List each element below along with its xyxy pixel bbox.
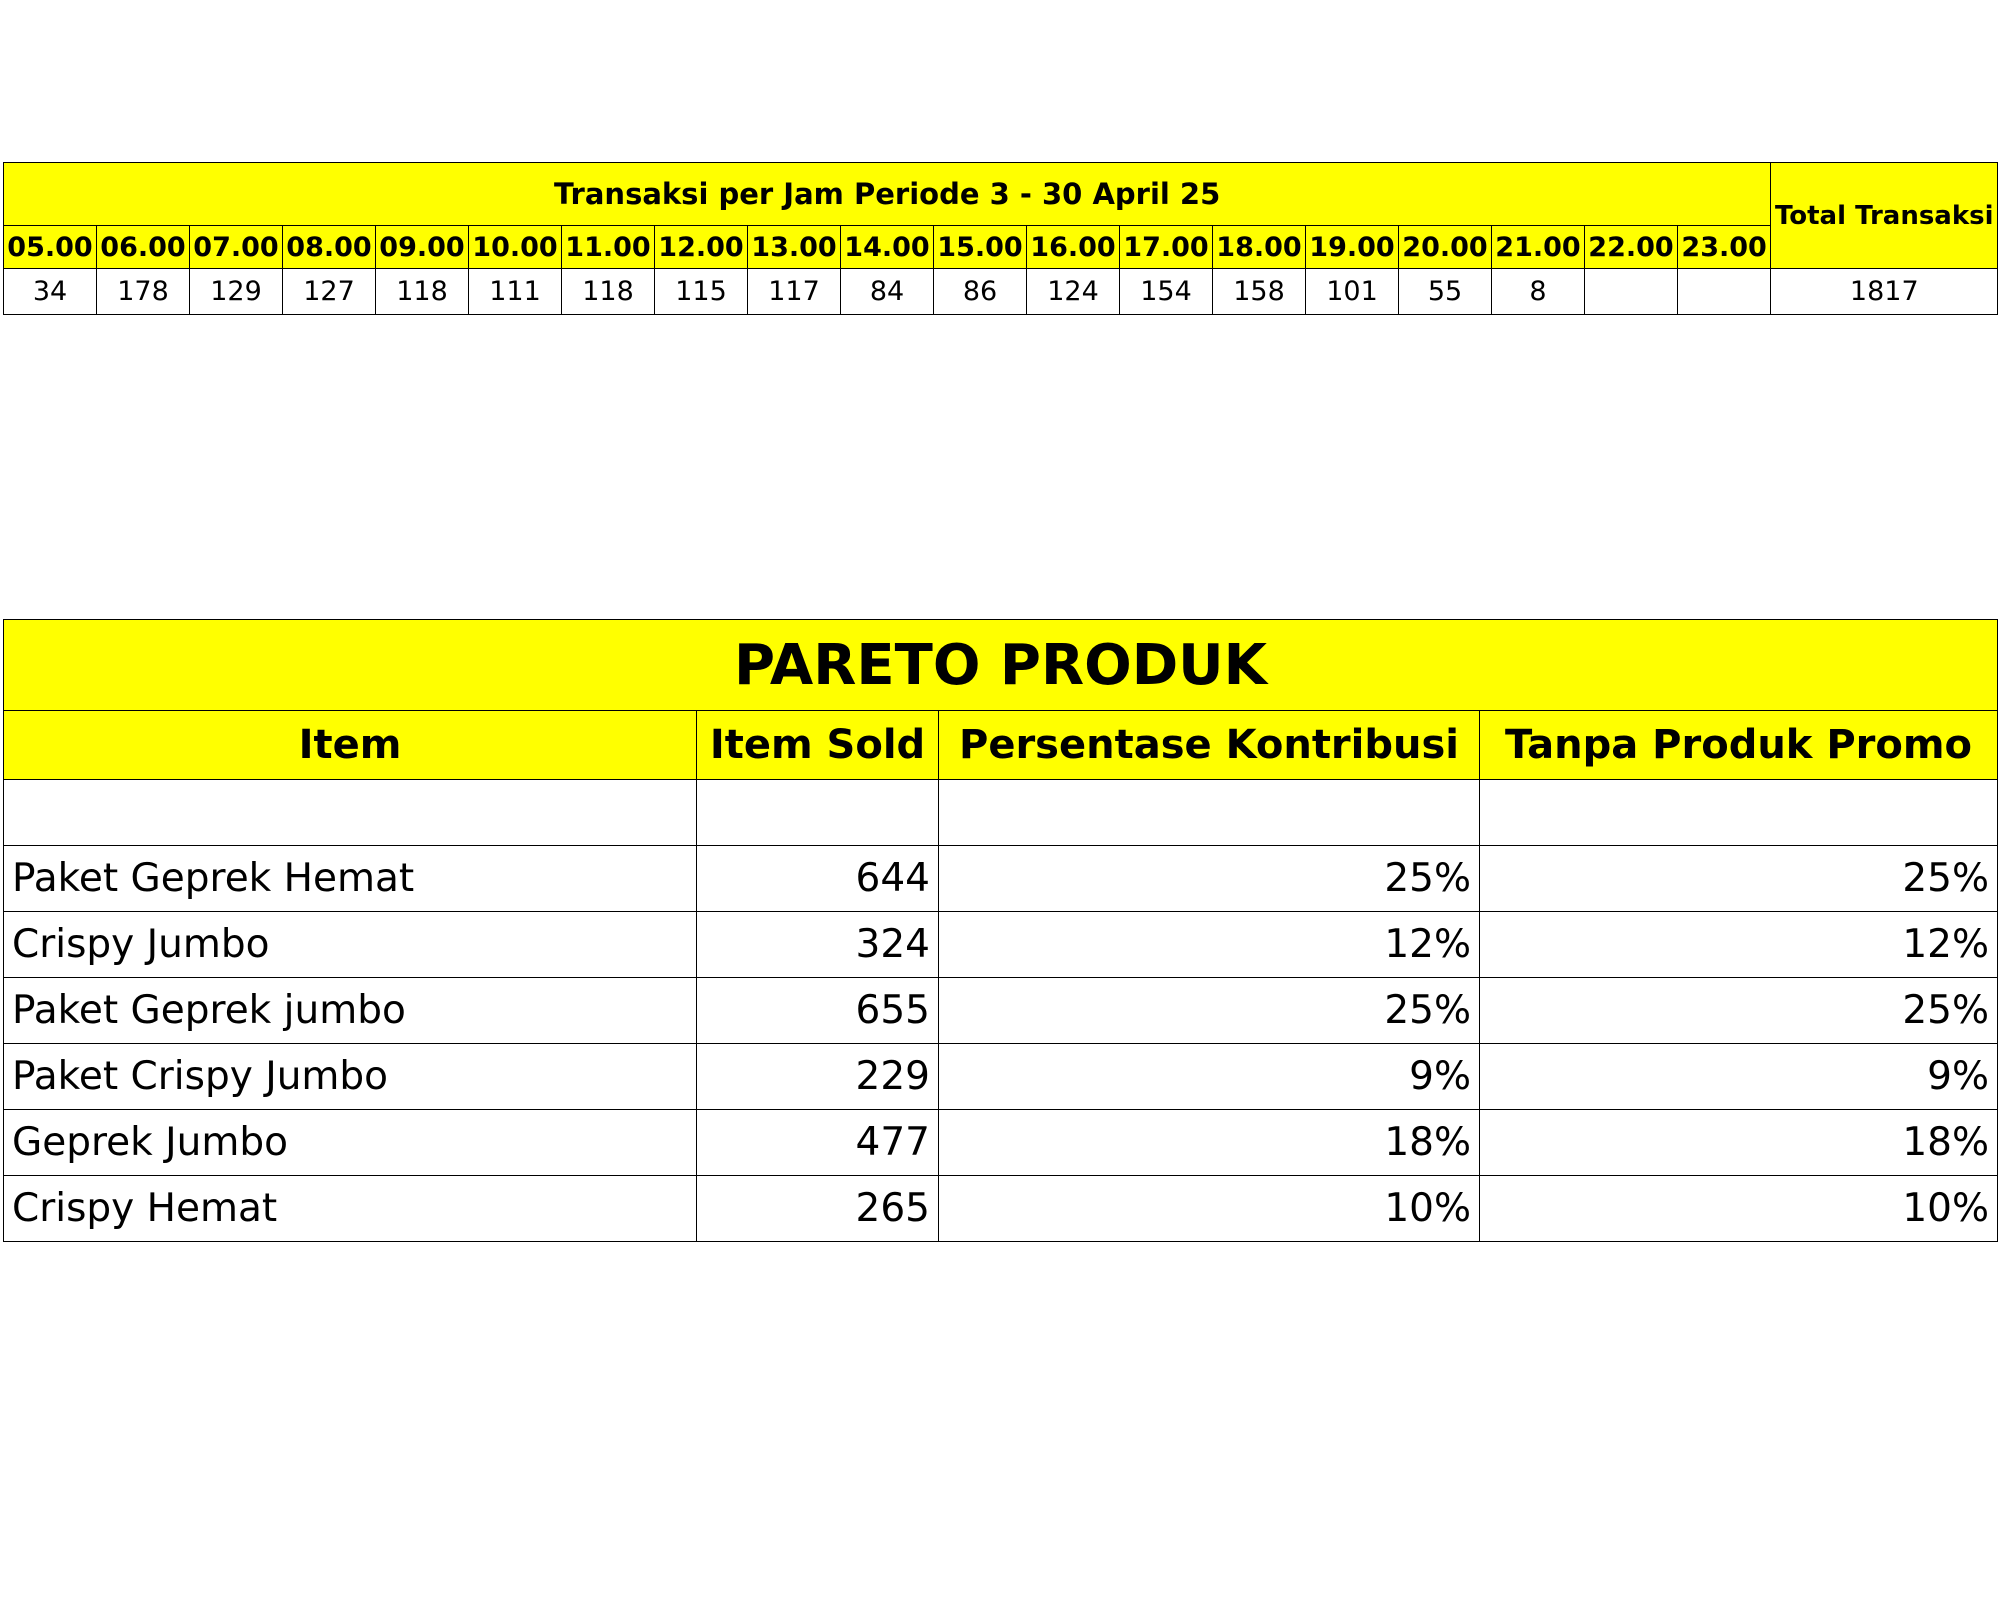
- hour-value-cell: 101: [1306, 269, 1399, 315]
- item-name-cell: Crispy Hemat: [4, 1176, 697, 1242]
- hour-value-cell: 118: [376, 269, 469, 315]
- pareto-product-table: [3, 619, 1998, 1242]
- hour-value-cell: 115: [655, 269, 748, 315]
- hour-value-cell: 55: [1399, 269, 1492, 315]
- table-row: [4, 1110, 1998, 1176]
- hour-value-cell: 8: [1492, 269, 1585, 315]
- hour-value-cell: 117: [748, 269, 841, 315]
- contribution-cell: 25%: [939, 978, 1480, 1044]
- item-sold-cell: 477: [697, 1110, 939, 1176]
- item-sold-cell: 655: [697, 978, 939, 1044]
- hour-value-cell: 178: [97, 269, 190, 315]
- table-row: [4, 978, 1998, 1044]
- hour-header-cell: 17.00: [1120, 226, 1213, 269]
- hour-header-cell: 12.00: [655, 226, 748, 269]
- hourly-values-row: [4, 269, 1998, 315]
- hour-header-cell: 20.00: [1399, 226, 1492, 269]
- hour-value-cell: 127: [283, 269, 376, 315]
- hour-header-cell: 23.00: [1678, 226, 1771, 269]
- contribution-column-header: Persentase Kontribusi: [939, 711, 1480, 780]
- hour-value-cell: 111: [469, 269, 562, 315]
- table-row: [4, 912, 1998, 978]
- hour-header-cell: 05.00: [4, 226, 97, 269]
- hour-header-cell: 07.00: [190, 226, 283, 269]
- hour-header-cell: 13.00: [748, 226, 841, 269]
- hour-header-cell: 08.00: [283, 226, 376, 269]
- no-promo-column-header: Tanpa Produk Promo: [1480, 711, 1998, 780]
- hour-value-cell: [1678, 269, 1771, 315]
- contribution-cell: 9%: [939, 1044, 1480, 1110]
- contribution-cell: 12%: [939, 912, 1480, 978]
- no-promo-cell: 10%: [1480, 1176, 1998, 1242]
- pareto-title: PARETO PRODUK: [4, 620, 1998, 711]
- contribution-cell: 25%: [939, 846, 1480, 912]
- hour-value-cell: 158: [1213, 269, 1306, 315]
- hourly-transactions-table: [3, 162, 1998, 315]
- hour-header-cell: 21.00: [1492, 226, 1585, 269]
- hour-value-cell: [1585, 269, 1678, 315]
- hour-header-cell: 22.00: [1585, 226, 1678, 269]
- no-promo-cell: 25%: [1480, 846, 1998, 912]
- contribution-cell: 10%: [939, 1176, 1480, 1242]
- item-name-cell: Paket Geprek Hemat: [4, 846, 697, 912]
- table-row: [4, 780, 1998, 846]
- hours-header-row: [4, 226, 1998, 269]
- table-row: [4, 1044, 1998, 1110]
- hourly-title: Transaksi per Jam Periode 3 - 30 April 25: [4, 163, 1771, 226]
- table-row: [4, 1176, 1998, 1242]
- item-column-header: Item: [4, 711, 697, 780]
- item-name-cell: Paket Crispy Jumbo: [4, 1044, 697, 1110]
- no-promo-cell: 18%: [1480, 1110, 1998, 1176]
- item-name-cell: Crispy Jumbo: [4, 912, 697, 978]
- hour-header-cell: 09.00: [376, 226, 469, 269]
- hour-value-cell: 86: [934, 269, 1027, 315]
- hour-header-cell: 18.00: [1213, 226, 1306, 269]
- item-sold-cell: [697, 780, 939, 846]
- table-row: [4, 846, 1998, 912]
- no-promo-cell: 25%: [1480, 978, 1998, 1044]
- total-transactions-value: 1817: [1771, 269, 1998, 315]
- hour-value-cell: 34: [4, 269, 97, 315]
- total-transactions-header: Total Transaksi: [1771, 163, 1998, 269]
- no-promo-cell: 12%: [1480, 912, 1998, 978]
- no-promo-cell: [1480, 780, 1998, 846]
- hour-header-cell: 19.00: [1306, 226, 1399, 269]
- hour-value-cell: 129: [190, 269, 283, 315]
- hour-header-cell: 10.00: [469, 226, 562, 269]
- hour-value-cell: 124: [1027, 269, 1120, 315]
- no-promo-cell: 9%: [1480, 1044, 1998, 1110]
- item-name-cell: Paket Geprek jumbo: [4, 978, 697, 1044]
- contribution-cell: [939, 780, 1480, 846]
- item-sold-cell: 324: [697, 912, 939, 978]
- item-sold-column-header: Item Sold: [697, 711, 939, 780]
- hour-value-cell: 154: [1120, 269, 1213, 315]
- item-sold-cell: 644: [697, 846, 939, 912]
- item-name-cell: Geprek Jumbo: [4, 1110, 697, 1176]
- contribution-cell: 18%: [939, 1110, 1480, 1176]
- hour-header-cell: 14.00: [841, 226, 934, 269]
- hour-value-cell: 84: [841, 269, 934, 315]
- item-sold-cell: 229: [697, 1044, 939, 1110]
- hour-header-cell: 15.00: [934, 226, 1027, 269]
- hour-header-cell: 06.00: [97, 226, 190, 269]
- item-name-cell: [4, 780, 697, 846]
- hour-value-cell: 118: [562, 269, 655, 315]
- pareto-body: [4, 780, 1998, 1242]
- hour-header-cell: 16.00: [1027, 226, 1120, 269]
- item-sold-cell: 265: [697, 1176, 939, 1242]
- hour-header-cell: 11.00: [562, 226, 655, 269]
